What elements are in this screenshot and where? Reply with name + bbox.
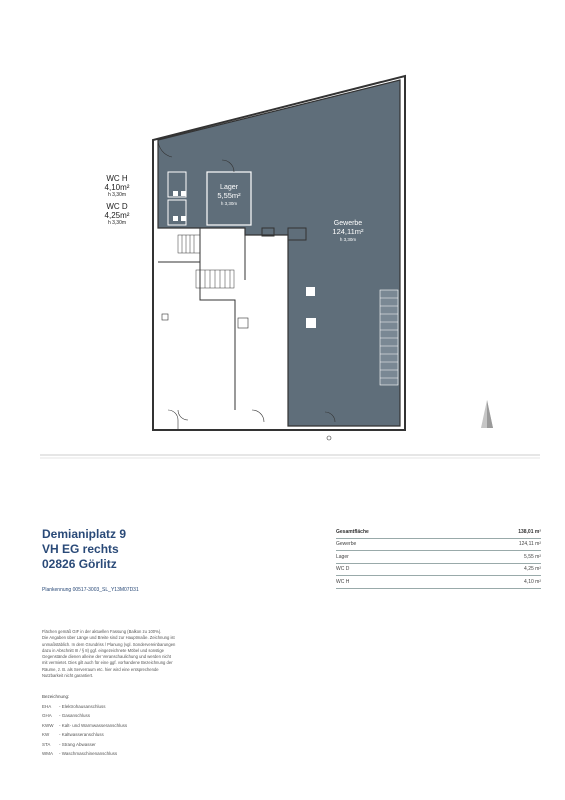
list-item: [42, 730, 127, 740]
wc-d-area: 4,25m²: [104, 210, 130, 220]
pillar: [306, 287, 315, 296]
gewerbe-name: Gewerbe: [333, 220, 363, 227]
wc-fixture: [181, 216, 186, 221]
wc-d-label: [97, 203, 137, 226]
list-item: [42, 721, 127, 731]
note-line: mit vermietet. Dies gilt auch für eine ggf. vorhandene Bezeichnung der: [42, 660, 173, 666]
legend-code: KWW: [42, 722, 54, 728]
wc-d-name: WC D: [106, 202, 128, 211]
legend-title: Bezeichnung:: [42, 694, 70, 699]
lager-label: [207, 184, 251, 206]
notes-paragraph: [42, 629, 222, 679]
table-row: [336, 564, 541, 577]
gewerbe-height: h 3,30m: [339, 236, 357, 242]
wc-fixture: [173, 216, 178, 221]
legend-code: EHA: [42, 703, 52, 709]
legend-code: STA: [42, 741, 51, 747]
plan-id: Plankennung 00517-3003_SL_Y13M07D31: [42, 587, 139, 593]
area-row-label: WC D: [336, 566, 350, 573]
list-item: [42, 749, 127, 759]
area-row-value: 4,10 m²: [524, 578, 541, 585]
gewerbe-label: [318, 220, 378, 242]
area-row-value: 5,55 m²: [524, 553, 541, 560]
area-row-label: Gewerbe: [336, 541, 357, 548]
wc-h-area: 4,10m²: [104, 182, 130, 192]
list-item: [42, 702, 127, 712]
wc-h-height: h 3,30m: [107, 191, 127, 198]
area-row-label: Lager: [336, 553, 349, 560]
address-unit: VH EG rechts: [42, 542, 119, 556]
lager-area: 5,55m²: [217, 191, 241, 201]
pillar: [306, 318, 316, 328]
wc-h-label: [97, 175, 137, 198]
legend-text: - Waschmaschinenanschluss: [59, 751, 118, 756]
address-block: [42, 527, 126, 572]
area-row-value: 4,25 m²: [524, 566, 541, 573]
legend-text: - Strang Abwasser: [59, 741, 96, 747]
lager-height: h 3,30m: [220, 200, 238, 206]
list-item: [42, 711, 127, 721]
legend-text: - Elektrohausanschluss: [59, 703, 106, 709]
area-row-label: WC H: [336, 578, 350, 585]
note-line: Die Angaben über Länge und Breite sind zur Hauptmaße. Zeichnung ist: [42, 635, 175, 641]
legend-code: GHA: [42, 713, 52, 718]
legend-code: WMA: [42, 751, 53, 756]
area-table: [336, 526, 541, 589]
legend: [42, 692, 127, 759]
wc-fixture: [173, 191, 178, 196]
note-line: dazu in Abschnitt III / § 8) ggf. eingezeichnete Möbel und sonstige: [42, 647, 164, 653]
note-line: Flächen gemäß GIF in der aktuellen Fassung (Balkon zu 100%).: [42, 629, 162, 634]
table-row: [336, 551, 541, 564]
legend-code: KW: [42, 732, 50, 737]
table-row: [336, 576, 541, 589]
note-line: Räume, z. B. als Serverraum etc. hier wird eine entsprechende: [42, 666, 159, 672]
address-street: Demianiplatz 9: [42, 527, 127, 541]
area-table-header: [336, 526, 541, 539]
lager-name: Lager: [220, 184, 238, 191]
staircase-right: [380, 290, 398, 385]
address-city: 02826 Görlitz: [42, 557, 117, 571]
gewerbe-area: 124,11m²: [332, 227, 364, 237]
legend-text: - Kaltwasseranschluss: [59, 732, 104, 737]
wc-h-name: WC H: [106, 174, 128, 183]
north-arrow-icon: [481, 400, 493, 428]
area-total-label: Gesamtfläche: [336, 528, 369, 535]
table-row: [336, 539, 541, 552]
wc-d-room: [168, 200, 186, 225]
note-line: Gegenstände dienen alleine der Veranschaulichung und werden nicht: [42, 654, 171, 660]
legend-text: - Kalt- und Warmwasseranschluss: [59, 722, 128, 728]
area-row-value: 124,11 m²: [518, 541, 541, 548]
list-item: [42, 740, 127, 750]
area-total-value: 138,01 m²: [518, 528, 541, 535]
note-line: unmaßstäblich. In dem Grundriss / Planung (vgl. Sondervereinbarungen: [42, 641, 176, 647]
wc-fixture: [181, 191, 186, 196]
note-line: Nutzbarkeit nicht garantiert.: [42, 673, 94, 679]
wc-d-height: h 3,30m: [107, 219, 127, 226]
legend-text: - Gasanschluss: [59, 713, 91, 718]
